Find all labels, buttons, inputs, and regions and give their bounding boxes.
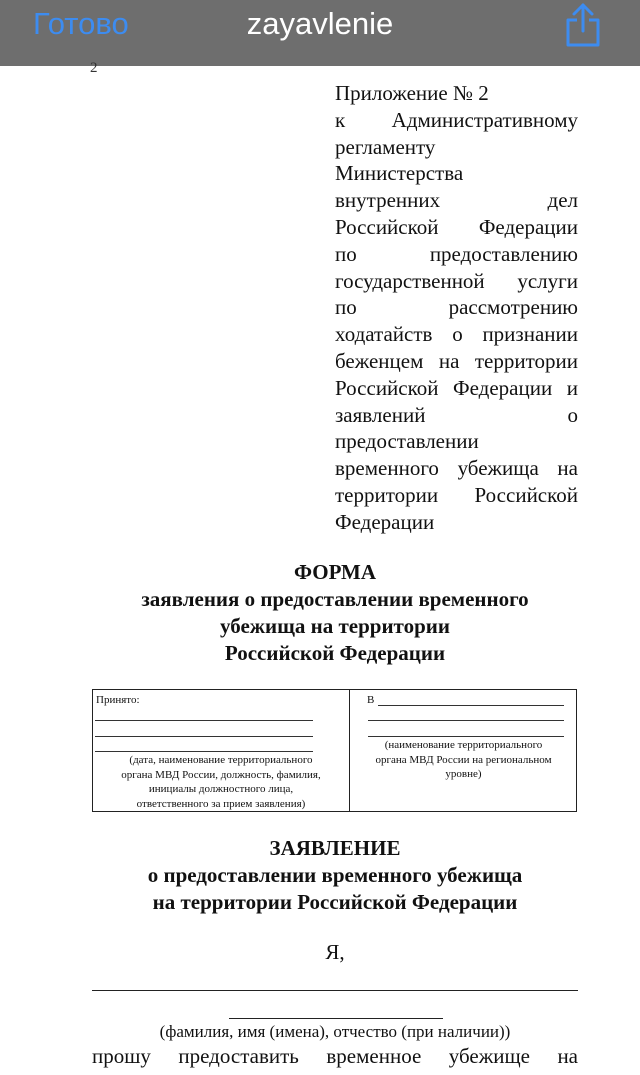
ya-text: Я, xyxy=(325,940,345,964)
to-field-line[interactable] xyxy=(368,720,564,721)
to-caption xyxy=(351,738,576,782)
caption-line: (дата, наименование территориального xyxy=(129,754,313,766)
appendix-line: заявлений о xyxy=(335,402,578,427)
accepted-field-line[interactable] xyxy=(95,720,313,721)
accepted-caption xyxy=(93,753,349,811)
appendix-line: регламенту xyxy=(335,134,436,159)
page-number: 2 xyxy=(90,60,98,76)
appendix-line: по рассмотрению xyxy=(335,295,578,320)
name-field-line[interactable] xyxy=(92,990,578,991)
form-title-line: ФОРМА xyxy=(293,560,377,584)
top-bar xyxy=(0,0,640,66)
appendix-line: Федерации xyxy=(335,509,435,534)
appendix-line: временного убежища на xyxy=(335,456,578,481)
statement-title-line: ЗАЯВЛЕНИЕ xyxy=(269,836,401,860)
appendix-line: к Административному xyxy=(335,107,578,132)
appendix-line: Российской Федерации xyxy=(335,214,578,239)
appendix-header xyxy=(335,80,578,536)
caption-line: органа МВД России, должность, фамилия, xyxy=(121,768,321,781)
accepted-field-line[interactable] xyxy=(95,736,313,737)
form-title xyxy=(92,559,578,667)
caption-line: ответственного за прием заявления) xyxy=(136,797,306,810)
accepted-label: Принято: xyxy=(96,694,140,706)
name-caption: (фамилия, имя (имена), отчество (при наличии)) xyxy=(159,1022,511,1041)
table-divider xyxy=(349,690,350,811)
form-title-line: заявления о предоставлении временного xyxy=(141,587,529,611)
to-field-line[interactable] xyxy=(368,736,564,737)
form-title-line: убежища на территории xyxy=(220,614,450,638)
share-icon xyxy=(562,2,604,48)
appendix-line: предоставлении xyxy=(335,429,479,454)
appendix-line: территории Российской xyxy=(335,482,578,507)
caption-line: уровне) xyxy=(445,768,482,780)
appendix-line: по предоставлению xyxy=(335,241,578,266)
statement-title-line: на территории Российской Федерации xyxy=(152,890,518,914)
appendix-line: ходатайств о признании xyxy=(335,322,578,347)
caption-line: инициалы должностного лица, xyxy=(148,783,294,795)
request-text: прошу предоставить временное убежище на xyxy=(92,1044,578,1068)
caption-line: органа МВД России на региональном xyxy=(375,753,552,766)
appendix-line: Министерства xyxy=(335,161,464,186)
to-label: В xyxy=(367,694,375,706)
done-button[interactable]: Готово xyxy=(33,6,129,41)
name-field-line-2[interactable] xyxy=(229,1018,443,1019)
appendix-line: внутренних дел xyxy=(335,188,578,213)
appendix-line: Приложение № 2 xyxy=(335,81,489,105)
share-button[interactable] xyxy=(562,2,604,48)
reception-table xyxy=(92,689,577,812)
statement-title-line: о предоставлении временного убежища xyxy=(147,863,523,887)
appendix-line: государственной услуги xyxy=(335,268,578,293)
statement-title xyxy=(92,835,578,916)
accepted-field-line[interactable] xyxy=(95,751,313,752)
form-title-line: Российской Федерации xyxy=(224,641,446,665)
caption-line: (наименование территориального xyxy=(384,739,543,751)
appendix-line: беженцем на территории xyxy=(335,348,578,373)
document-title: zayavlenie xyxy=(246,6,394,41)
appendix-line: Российской Федерации и xyxy=(335,375,578,400)
to-field-line[interactable] xyxy=(378,705,564,706)
